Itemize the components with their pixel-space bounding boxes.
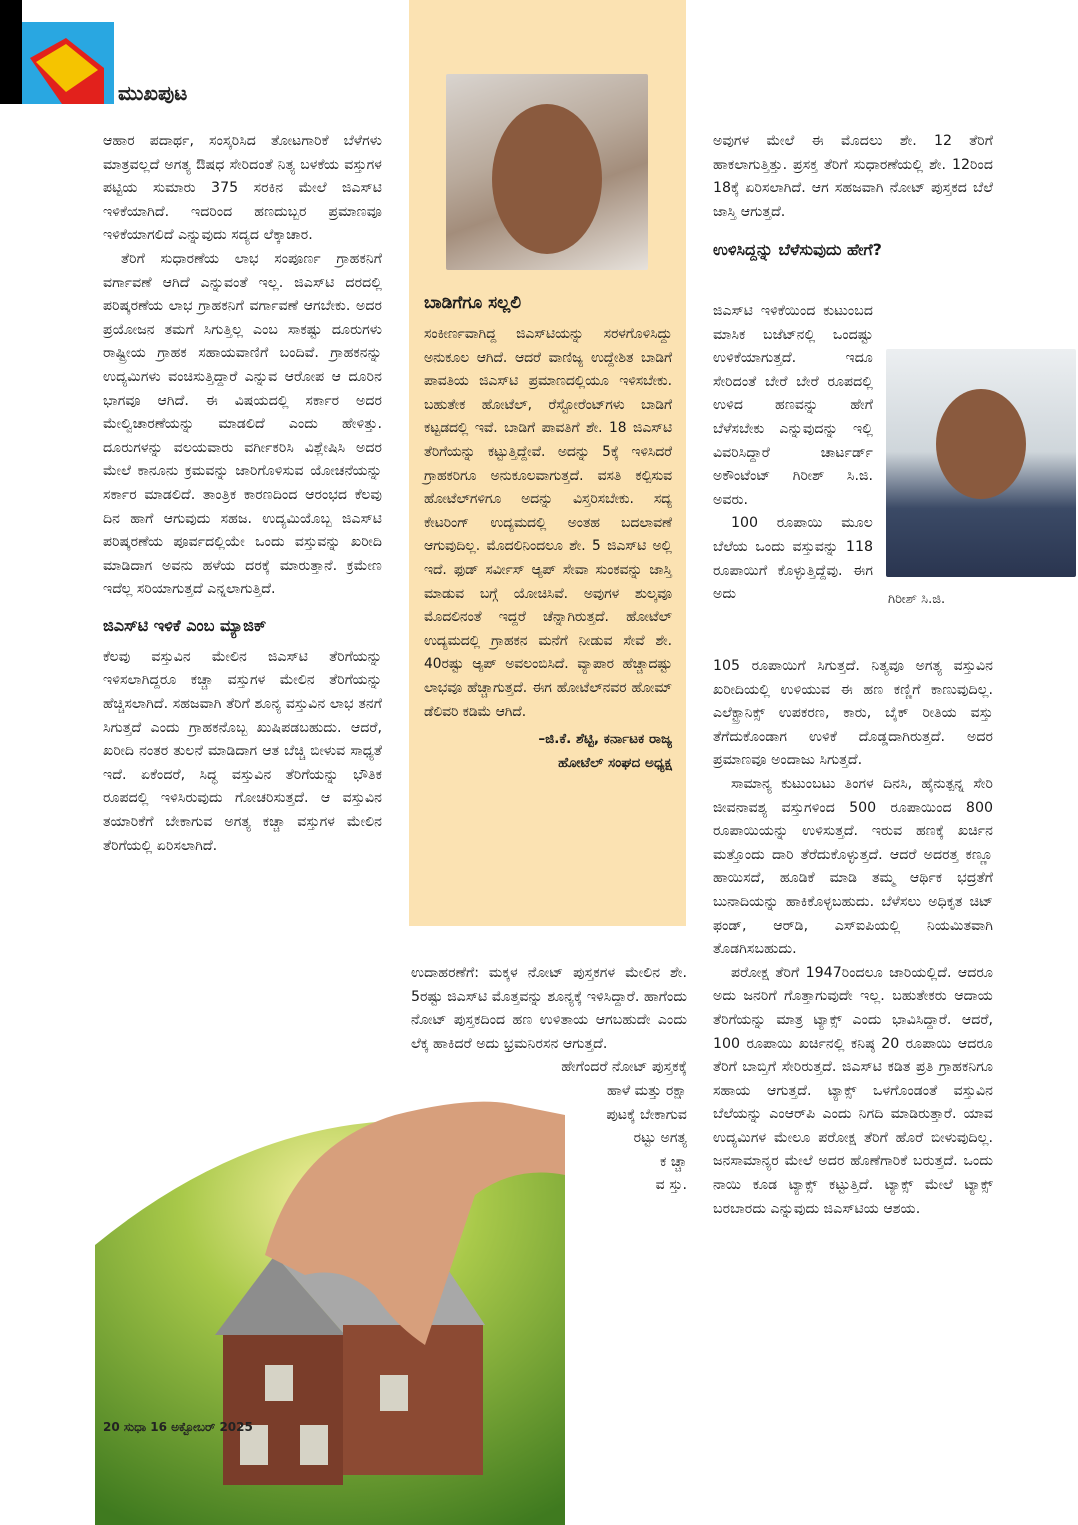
text-line: ರಟ್ಟು ಅಗತ್ಯ (633, 1130, 687, 1147)
house-illustration (95, 1085, 565, 1525)
paragraph: ಕೆಲವು ವಸ್ತುವಿನ ಮೇಲಿನ ಜಿಎಸ್‌ಟಿ ತೆರಿಗೆಯನ್ನು ಇಳಿಸಲಾಗಿದ್ದರೂ ಕಚ್ಚಾ ವಸ್ತುಗಳ ಮೇಲಿನ ತೆರಿಗೆಯನ್ನು ಹೆಚ್ಚಿಸಲಾಗಿದೆ. ಸಹಜವಾಗಿ ತೆರಿಗೆ ಶೂನ್ಯ ವಸ್ತುವಿನ ಲಾಭ ತನಗೆ ಸಿಗುತ್ತದೆ ಎಂದು ಗ್ರಾಹಕನೊಬ್ಬ ಖುಷಿಪಡಬಹುದು. ಆದರೆ, ಖರೀದಿ ನಂತರ ತುಲನೆ ಮಾಡಿದಾಗ ಆತ ಬೆಚ್ಚಿ ಬೀಳುವ ಸಾಧ್ಯತೆ ಇದೆ. ಏಕೆಂದರೆ, ಸಿದ್ಧ ವಸ್ತುವಿನ ತೆರಿಗೆಯನ್ನು ಭೌತಿಕ ರೂಪದಲ್ಲಿ ಇಳಿಸಿರುವುದು ಗೋಚರಿಸುತ್ತದೆ. ಆ ವಸ್ತುವಿನ ತಯಾರಿಕೆಗೆ ಬೇಕಾಗುವ ಅಗತ್ಯ ಕಚ್ಚಾ ವಸ್ತುಗಳ ಮೇಲಿನ ತೆರಿಗೆಯಲ್ಲಿ ಏರಿಸಲಾಗಿದೆ. (103, 648, 382, 854)
logo-block-blue (22, 22, 114, 104)
right-column-narrow (713, 300, 873, 607)
paragraph: ಅವುಗಳ ಮೇಲೆ ಈ ಮೊದಲು ಶೇ. 12 ತೆರಿಗೆ ಹಾಕಲಾಗುತ್ತಿತ್ತು. ಪ್ರಸಕ್ತ ತೆರಿಗೆ ಸುಧಾರಣೆಯಲ್ಲಿ ಶೇ. 12ರಿಂದ 18ಕ್ಕೆ ಏರಿಸಲಾಗಿದೆ. ಆಗ ಸಹಜವಾಗಿ ನೋಟ್ ಪುಸ್ತಕದ ಬೆಲೆ ಜಾಸ್ತಿ ಆಗುತ್ತದೆ. (713, 133, 993, 220)
paragraph: ಪರೋಕ್ಷ ತೆರಿಗೆ 1947ರಿಂದಲೂ ಜಾರಿಯಲ್ಲಿದೆ. ಆದರೂ ಅದು ಜನರಿಗೆ ಗೊತ್ತಾಗುವುದೇ ಇಲ್ಲ. ಬಹುತೇಕರು ಆದಾಯ ತೆರಿಗೆಯನ್ನು ಮಾತ್ರ ಟ್ಯಾಕ್ಸ್ ಎಂದು ಭಾವಿಸಿದ್ದಾರೆ. ಆದರೆ, 100 ರೂಪಾಯಿ ಖರ್ಚಿನಲ್ಲಿ ಕನಿಷ್ಠ 20 ರೂಪಾಯಿ ಆದರೂ ತೆರಿಗೆ ಬಾಬ್ತಿಗೆ ಸೇರಿರುತ್ತದೆ. ಜಿಎಸ್‌ಟಿ ಕಡಿತ ಪ್ರತಿ ಗ್ರಾಹಕನಿಗೂ ಸಹಾಯ ಆಗುತ್ತದೆ. ಟ್ಯಾಕ್ಸ್ ಒಳಗೊಂಡಂತೆ ವಸ್ತುವಿನ ಬೆಲೆಯನ್ನು ಎಂಆರ್‌ಪಿ ಎಂದು ನಿಗದಿ ಮಾಡಿರುತ್ತಾರೆ. ಯಾವ ಉದ್ಯಮಿಗಳ ಮೇಲೂ ಪರೋಕ್ಷ ತೆರಿಗೆ ಹೊರೆ ಬೀಳುವುದಿಲ್ಲ. ಜನಸಾಮಾನ್ಯರ ಮೇಲೆ ಅದರ ಹೊಣೆಗಾರಿಕೆ ಬರುತ್ತದೆ. ಒಂದು ನಾಯಿ ಕೂಡ ಟ್ಯಾಕ್ಸ್ ಕಟ್ಟುತ್ತಿದೆ. ಟ್ಯಾಕ್ಸ್ ಮೇಲೆ ಟ್ಯಾಕ್ಸ್ ಬರಬಾರದು ಎನ್ನುವುದು ಜಿಎಸ್‌ಟಿಯ ಆಶಯ. (713, 964, 993, 1217)
photo-caption: ಗಿರೀಶ್ ಸಿ.ಜಿ. (888, 592, 946, 607)
paragraph: ಜಿಎಸ್‌ಟಿ ಇಳಿಕೆಯಿಂದ ಕುಟುಂಬದ ಮಾಸಿಕ ಬಜೆಟ್‌ನಲ್ಲಿ ಒಂದಷ್ಟು ಉಳಿಕೆಯಾಗುತ್ತದೆ. ಇದೂ ಸೇರಿದಂತೆ ಬೇರೆ ಬೇರೆ ರೂಪದಲ್ಲಿ ಉಳಿದ ಹಣವನ್ನು ಹೇಗೆ ಬೆಳೆಸಬೇಕು ಎನ್ನುವುದನ್ನು ಇಲ್ಲಿ ವಿವರಿಸಿದ್ದಾರೆ ಚಾರ್ಟರ್ಡ್ ಅಕೌಂಟೆಂಟ್ ಗಿರೀಶ್ ಸಿ.ಜಿ. ಅವರು. (713, 303, 873, 508)
subheading: ಉಳಿಸಿದ್ದನ್ನು ಬೆಳೆಸುವುದು ಹೇಗೆ? (713, 240, 882, 260)
magazine-logo-icon (22, 22, 114, 104)
text-line: ಹಾಳೆ ಮತ್ತು ರಕ್ಷಾ (607, 1082, 687, 1099)
face-shape (492, 104, 602, 254)
portrait-photo (446, 74, 648, 270)
issue-date: 16 ಅಕ್ಟೋಬರ್ 2025 (150, 1420, 253, 1434)
logo-block-black (0, 0, 22, 104)
face-shape (936, 389, 1026, 499)
sidebar-paragraph: ಸಂಕೀರ್ಣವಾಗಿದ್ದ ಜಿಎಸ್‌ಟಿಯನ್ನು ಸರಳಗೊಳಿಸಿದ್ದು ಅನುಕೂಲ ಆಗಿದೆ. ಆದರೆ ವಾಣಿಜ್ಯ ಉದ್ದೇಶಿತ ಬಾಡಿಗೆ ಪಾವತಿಯ ಜಿಎಸ್‌ಟಿ ಪ್ರಮಾಣದಲ್ಲಿಯೂ ಇಳಿಸಬೇಕು. ಬಹುತೇಕ ಹೋಟೆಲ್, ರೆಸ್ಟೋರೆಂಟ್‌ಗಳು ಬಾಡಿಗೆ ಕಟ್ಟಡದಲ್ಲಿ ಇವೆ. ಬಾಡಿಗೆ ಪಾವತಿಗೆ ಶೇ. 18 ಜಿಎಸ್‌ಟಿ ತೆರಿಗೆಯನ್ನು ಕಟ್ಟುತ್ತಿದ್ದೇವೆ. ಅದನ್ನು 5ಕ್ಕೆ ಇಳಿಸಿದರೆ ಗ್ರಾಹಕರಿಗೂ ಅನುಕೂಲವಾಗುತ್ತದೆ. ವಸತಿ ಕಲ್ಪಿಸುವ ಹೋಟೆಲ್‌ಗಳಿಗೂ ಅದನ್ನು ವಿಸ್ತರಿಸಬೇಕು. ಸದ್ಯ ಕೇಟರಿಂಗ್ ಉದ್ಯಮದಲ್ಲಿ ಅಂತಹ ಬದಲಾವಣೆ ಆಗುವುದಿಲ್ಲ. ಮೊದಲಿನಿಂದಲೂ ಶೇ. 5 ಜಿಎಸ್‌ಟಿ ಅಲ್ಲಿ ಇದೆ. ಫುಡ್ ಸರ್ವೀಸ್ ಆ್ಯಪ್ ಸೇವಾ ಸುಂಕವನ್ನು ಜಾಸ್ತಿ ಮಾಡುವ ಬಗ್ಗೆ ಯೋಚಿಸಿವೆ. ಅವುಗಳ ಶುಲ್ಕವೂ ಮೊದಲಿನಂತೆ ಇದ್ದರೆ ಚೆನ್ನಾಗಿರುತ್ತದೆ. ಹೋಟೆಲ್ ಉದ್ಯಮದಲ್ಲಿ ಗ್ರಾಹಕನ ಮನೆಗೆ ನೀಡುವ ಸೇವೆ ಶೇ. 40ರಷ್ಟು ಆ್ಯಪ್ ಅವಲಂಬಿಸಿದೆ. ವ್ಯಾಪಾರ ಹೆಚ್ಚಾದಷ್ಟು ಲಾಭವೂ ಹೆಚ್ಚಾಗುತ್ತದೆ. ಈಗ ಹೋಟೆಲ್‌ನವರ ಹೋಮ್ ಡೆಲಿವರಿ ಕಡಿಮೆ ಆಗಿದೆ. (424, 326, 672, 720)
right-column-top (713, 130, 993, 276)
signature-line-2: ಹೋಟೆಲ್ ಸಂಘದ ಅಧ್ಯಕ್ಷ (558, 754, 672, 771)
paragraph: ಸಾಮಾನ್ಯ ಕುಟುಂಬಟು ತಿಂಗಳ ದಿನಸಿ, ಹೈನುತ್ಪನ್ನ ಸೇರಿ ಜೀವನಾವಶ್ಯ ವಸ್ತುಗಳಿಂದ 500 ರೂಪಾಯಿಂದ 800 ರೂಪಾಯಿಯನ್ನು ಉಳಿಸುತ್ತದೆ. ಇರುವ ಹಣಕ್ಕೆ ಖರ್ಚಿನ ಮತ್ತೊಂದು ದಾರಿ ತೆರೆದುಕೊಳ್ಳುತ್ತದೆ. ಆದರೆ ಅದರತ್ತ ಕಣ್ಣೂ ಹಾಯಿಸದೆ, ಹೂಡಿಕೆ ಮಾಡಿ ತಮ್ಮ ಆರ್ಥಿಕ ಭದ್ರತೆಗೆ ಬುನಾದಿಯನ್ನು ಹಾಕಿಕೊಳ್ಳಬಹುದು. ಬೆಳೆಸಲು ಅಧಿಕೃತ ಚಿಟ್ ಫಂಡ್, ಆರ್‌ಡಿ, ಎಸ್‌ಐಪಿಯಲ್ಲಿ ನಿಯಮಿತವಾಗಿ ತೊಡಗಿಸಬಹುದು. (713, 775, 993, 958)
text-line: ಕ ಚ್ಚಾ (660, 1153, 687, 1170)
paragraph: ಉದಾಹರಣೆಗೆ: ಮಕ್ಕಳ ನೋಟ್ ಪುಸ್ತಕಗಳ ಮೇಲಿನ ಶೇ. 5ರಷ್ಟು ಜಿಎಸ್‌ಟಿ ಮೊತ್ತವನ್ನು ಶೂನ್ಯಕ್ಕೆ ಇಳಿಸಿದ್ದಾರೆ. ಹಾಗೆಂದು ನೋಟ್ ಪುಸ್ತಕದಿಂದ ಹಣ ಉಳಿತಾಯ ಆಗಬಹುದೇ ಎಂದು ಲೆಕ್ಕ ಹಾಕಿದರೆ ಅದು ಭ್ರಮನಿರಸನ ಆಗುತ್ತದೆ. (411, 965, 687, 1052)
page-footer (103, 1420, 253, 1435)
text-line: ವ ಸ್ತು. (655, 1177, 687, 1194)
page-number: 20 (103, 1420, 120, 1434)
signature-line-1: –ಜಿ.ಕೆ. ಶೆಟ್ಟಿ, ಕರ್ನಾಟಕ ರಾಜ್ಯ (538, 731, 672, 748)
paragraph: ತೆರಿಗೆ ಸುಧಾರಣೆಯ ಲಾಭ ಸಂಪೂರ್ಣ ಗ್ರಾಹಕನಿಗೆ ವರ್ಗಾವಣೆ ಆಗಿದೆ ಎನ್ನುವಂತೆ ಇಲ್ಲ. ಜಿಎಸ್‌ಟಿ ದರದಲ್ಲಿ ಪರಿಷ್ಕರಣೆಯ ಲಾಭ ಗ್ರಾಹಕನಿಗೆ ವರ್ಗಾವಣೆ ಆಗಬೇಕು. ಅದರ ಪ್ರಯೋಜನ ತಮಗೆ ಸಿಗುತ್ತಿಲ್ಲ ಎಂಬ ಸಾಕಷ್ಟು ದೂರುಗಳು ರಾಷ್ಟ್ರೀಯ ಗ್ರಾಹಕ ಸಹಾಯವಾಣಿಗೆ ಬಂದಿವೆ. ಗ್ರಾಹಕನನ್ನು ಉದ್ಯಮಿಗಳು ವಂಚಿಸುತ್ತಿದ್ದಾರೆ ಎನ್ನುವ ಆರೋಪ ಆ ದೂರಿನ ಭಾಗವೂ ಆಗಿದೆ. ಈ ವಿಷಯದಲ್ಲಿ ಸರ್ಕಾರ ಅದರ ಮೇಲ್ವಿಚಾರಣೆಯನ್ನು ಮಾಡಲಿದೆ ಎಂದು ಹೇಳಿತ್ತು. ದೂರುಗಳನ್ನು ವಲಯವಾರು ವರ್ಗೀಕರಿಸಿ ವಿಶ್ಲೇಷಿಸಿ ಅದರ ಮೇಲೆ ಕಾನೂನು ಕ್ರಮವನ್ನು ಜಾರಿಗೊಳಿಸುವ ಯೋಚನೆಯನ್ನು ಸರ್ಕಾರ ಮಾಡಲಿದೆ. ತಾಂತ್ರಿಕ ಕಾರಣದಿಂದ ಆರಂಭದ ಕೆಲವು ದಿನ ಹಾಗೆ ಆಗುವುದು ಸಹಜ. ಉದ್ಯಮಿಯೊಬ್ಬ ಜಿಎಸ್‌ಟಿ ಪರಿಷ್ಕರಣೆಯ ಪೂರ್ವದಲ್ಲಿಯೇ ಒಂದು ವಸ್ತುವನ್ನು ಖರೀದಿ ಮಾಡಿದಾಗ ಅವನು ಹಳೆಯ ದರಕ್ಕೆ ಮಾರುತ್ತಾನೆ. ಕ್ರಮೇಣ ಇದೆಲ್ಲ ಸರಿಯಾಗುತ್ತದೆ ಎನ್ನಲಾಗುತ್ತಿದೆ. (103, 250, 382, 598)
sidebar-heading: ಬಾಡಿಗೆಗೂ ಸಲ್ಲಲಿ (424, 293, 522, 313)
section-title: ಮುಖಪುಟ (118, 81, 188, 105)
house-in-hand-photo (95, 1085, 565, 1525)
sidebar-column (424, 285, 672, 775)
right-column-bottom (713, 655, 993, 1221)
paragraph: 105 ರೂಪಾಯಿಗೆ ಸಿಗುತ್ತದೆ. ನಿತ್ಯವೂ ಅಗತ್ಯ ವಸ್ತುವಿನ ಖರೀದಿಯಲ್ಲಿ ಉಳಿಯುವ ಈ ಹಣ ಕಣ್ಣಿಗೆ ಕಾಣುವುದಿಲ್ಲ. ಎಲೆಕ್ಟ್ರಾನಿಕ್ಸ್ ಉಪಕರಣ, ಕಾರು, ಬೈಕ್ ರೀತಿಯ ವಸ್ತು ತೆಗೆದುಕೊಂಡಾಗ ಉಳಿಕೆ ದೊಡ್ಡದಾಗಿರುತ್ತದೆ. ಅದರ ಪ್ರಮಾಣವೂ ಅಂದಾಜು ಸಿಗುತ್ತದೆ. (713, 658, 993, 769)
text-line: ಹೇಗೆಂದರೆ ನೋಟ್ ಪುಸ್ತಕಕ್ಕೆ (561, 1059, 687, 1076)
magazine-name: ಸುಧಾ (123, 1420, 147, 1434)
portrait-photo-girish (886, 349, 1076, 577)
text-line: ಪುಟಕ್ಕೆ ಬೇಕಾಗುವ (606, 1106, 687, 1123)
paragraph: 100 ರೂಪಾಯಿ ಮೂಲ ಬೆಲೆಯ ಒಂದು ವಸ್ತುವನ್ನು 118 ರೂಪಾಯಿಗೆ ಕೊಳ್ಳುತ್ತಿದ್ದೆವು. ಈಗ ಅದು (713, 515, 873, 603)
left-column (103, 130, 382, 858)
subheading: ಜಿಎಸ್‌ಟಿ ಇಳಿಕೆ ಎಂಬ ಮ್ಯಾಜಿಕ್ (103, 615, 267, 635)
paragraph: ಆಹಾರ ಪದಾರ್ಥ, ಸಂಸ್ಕರಿಸಿದ ತೋಟಗಾರಿಕೆ ಬೆಳೆಗಳು ಮಾತ್ರವಲ್ಲದೆ ಅಗತ್ಯ ಔಷಧ ಸೇರಿದಂತೆ ನಿತ್ಯ ಬಳಕೆಯ ವಸ್ತುಗಳ ಪಟ್ಟಿಯ ಸುಮಾರು 375 ಸರಕಿನ ಮೇಲೆ ಜಿಎಸ್‌ಟಿ ಇಳಿಕೆಯಾಗಿದೆ. ಇದರಿಂದ ಹಣದುಬ್ಬರ ಪ್ರಮಾಣವೂ ಇಳಿಕೆಯಾಗಲಿದೆ ಎನ್ನುವುದು ಸದ್ಯದ ಲೆಕ್ಕಾಚಾರ. (103, 133, 382, 244)
